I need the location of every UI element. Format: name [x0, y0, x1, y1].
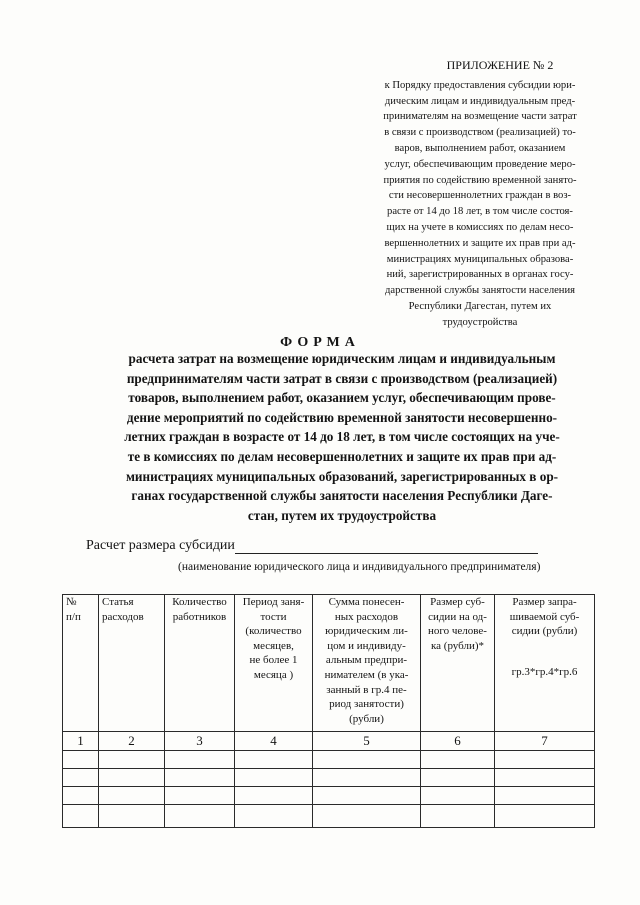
table-cell[interactable]	[165, 769, 235, 787]
table-cell[interactable]	[165, 751, 235, 769]
table-cell[interactable]	[63, 769, 99, 787]
form-description-line: предпринимателям части затрат в связи с производством (реализацией)	[126, 370, 558, 386]
form-description	[86, 349, 598, 525]
table-header-row	[63, 595, 595, 732]
table-cell[interactable]	[235, 769, 313, 787]
appendix-line: принимателям на возмещение части затрат	[383, 111, 577, 123]
subsidy-calculation-label: Расчет размера субсидии	[86, 538, 235, 553]
form-description-line: те в комиссиях по делам несовершеннолетних и защите их прав при ад-	[127, 448, 557, 464]
header-requested-subsidy: Размер запра- шиваемой суб- сидии (рубли) гр.3*гр.4*гр.6	[495, 595, 595, 732]
table-cell[interactable]	[495, 787, 595, 805]
appendix-line: щих на учете в комиссиях по делам несо-	[386, 221, 574, 233]
table-cell[interactable]	[235, 805, 313, 828]
table-row	[63, 805, 595, 828]
organization-name-blank[interactable]	[235, 539, 538, 554]
table-cell[interactable]	[63, 805, 99, 828]
table-row	[63, 787, 595, 805]
appendix-line: дическим лицам и индивидуальным пред-	[384, 95, 576, 107]
appendix-line: сти несовершеннолетних граждан в воз-	[388, 190, 572, 202]
appendix-heading: ПРИЛОЖЕНИЕ № 2	[446, 58, 554, 72]
table-cell[interactable]	[313, 751, 421, 769]
calculation-table	[62, 594, 595, 828]
table-cell[interactable]	[495, 751, 595, 769]
header-subsidy-per-person: Размер суб- сидии на од- ного челове- ка (рубли)*	[421, 595, 495, 732]
table-cell[interactable]	[99, 805, 165, 828]
appendix-line: вершеннолетних и защите их прав при ад-	[384, 237, 576, 249]
header-incurred-expenses: Сумма понесен- ных расходов юридическим ли- цом и индивиду- альным предпри- нимателем (в ука- занный в гр.4 пе- риод занятости) (рубли)	[313, 595, 421, 732]
appendix-line: услуг, обеспечивающим проведение меро-	[384, 158, 576, 170]
column-number: 4	[235, 732, 313, 751]
form-description-line: стан, путем их трудоустройства	[247, 507, 437, 523]
column-number: 3	[165, 732, 235, 751]
table-cell[interactable]	[313, 769, 421, 787]
table-cell[interactable]	[313, 805, 421, 828]
appendix-line: расте от 14 до 18 лет, в том числе состоя-	[387, 206, 573, 218]
table-cell[interactable]	[421, 769, 495, 787]
appendix-line: к Порядку предоставления субсидии юри-	[384, 79, 576, 91]
appendix-block	[360, 58, 600, 331]
header-employee-count: Количество работников	[165, 595, 235, 732]
appendix-line: трудоустройства	[442, 316, 518, 328]
table-cell[interactable]	[99, 787, 165, 805]
appendix-line: варов, выполнением работ, оказанием	[394, 142, 566, 154]
table-cell[interactable]	[495, 805, 595, 828]
form-description-line: министрациях муниципальных образований, зарегистрированных в ор-	[125, 468, 559, 484]
table-cell[interactable]	[165, 787, 235, 805]
column-number: 2	[99, 732, 165, 751]
table-cell[interactable]	[99, 751, 165, 769]
table-row	[63, 751, 595, 769]
table-cell[interactable]	[313, 787, 421, 805]
form-description-line: летних граждан в возрасте от 14 до 18 лет, в том числе состоящих на уче-	[124, 429, 560, 445]
appendix-line: в связи с производством (реализацией) то-	[384, 127, 576, 139]
appendix-line: приятия по содействию временной занято-	[383, 174, 577, 186]
form-title: ФОРМА	[280, 335, 360, 350]
column-number-row	[63, 732, 595, 751]
header-expense-item: Статья расходов	[99, 595, 165, 732]
appendix-line: министрациях муниципальных образова-	[386, 253, 574, 265]
subsidy-calculation-row	[86, 538, 556, 554]
table-cell[interactable]	[63, 787, 99, 805]
table-cell[interactable]	[421, 751, 495, 769]
column-number: 7	[495, 732, 595, 751]
column-number: 6	[421, 732, 495, 751]
form-description-line: дение мероприятий по содействию временной занятости несовершенно-	[126, 409, 558, 425]
appendix-line: Республики Дагестан, путем их	[408, 300, 552, 312]
table-cell[interactable]	[495, 769, 595, 787]
table-cell[interactable]	[235, 787, 313, 805]
column-number: 5	[313, 732, 421, 751]
header-row-number: № п/п	[63, 595, 99, 732]
table-cell[interactable]	[63, 751, 99, 769]
table-cell[interactable]	[165, 805, 235, 828]
form-description-line: товаров, выполнением работ, оказанием услуг, обеспечивающим прове-	[128, 390, 556, 406]
appendix-line: дарственной службы занятости населения	[384, 285, 576, 297]
table-cell[interactable]	[421, 787, 495, 805]
header-employment-period: Период заня- тости (количество месяцев, не более 1 месяца )	[235, 595, 313, 732]
column-number: 1	[63, 732, 99, 751]
form-description-line: расчета затрат на возмещение юридическим лицам и индивидуальным	[128, 351, 556, 366]
organization-name-caption: (наименование юридического лица и индивидуального предпринимателя)	[178, 561, 541, 573]
table-cell[interactable]	[421, 805, 495, 828]
requested-subsidy-formula: гр.3*гр.4*гр.6	[511, 665, 578, 678]
form-description-line: ганах государственной службы занятости населения Республики Даге-	[131, 488, 553, 504]
table-cell[interactable]	[235, 751, 313, 769]
table-row	[63, 769, 595, 787]
appendix-line: ний, зарегистрированных в органах госу-	[386, 269, 574, 281]
table-cell[interactable]	[99, 769, 165, 787]
